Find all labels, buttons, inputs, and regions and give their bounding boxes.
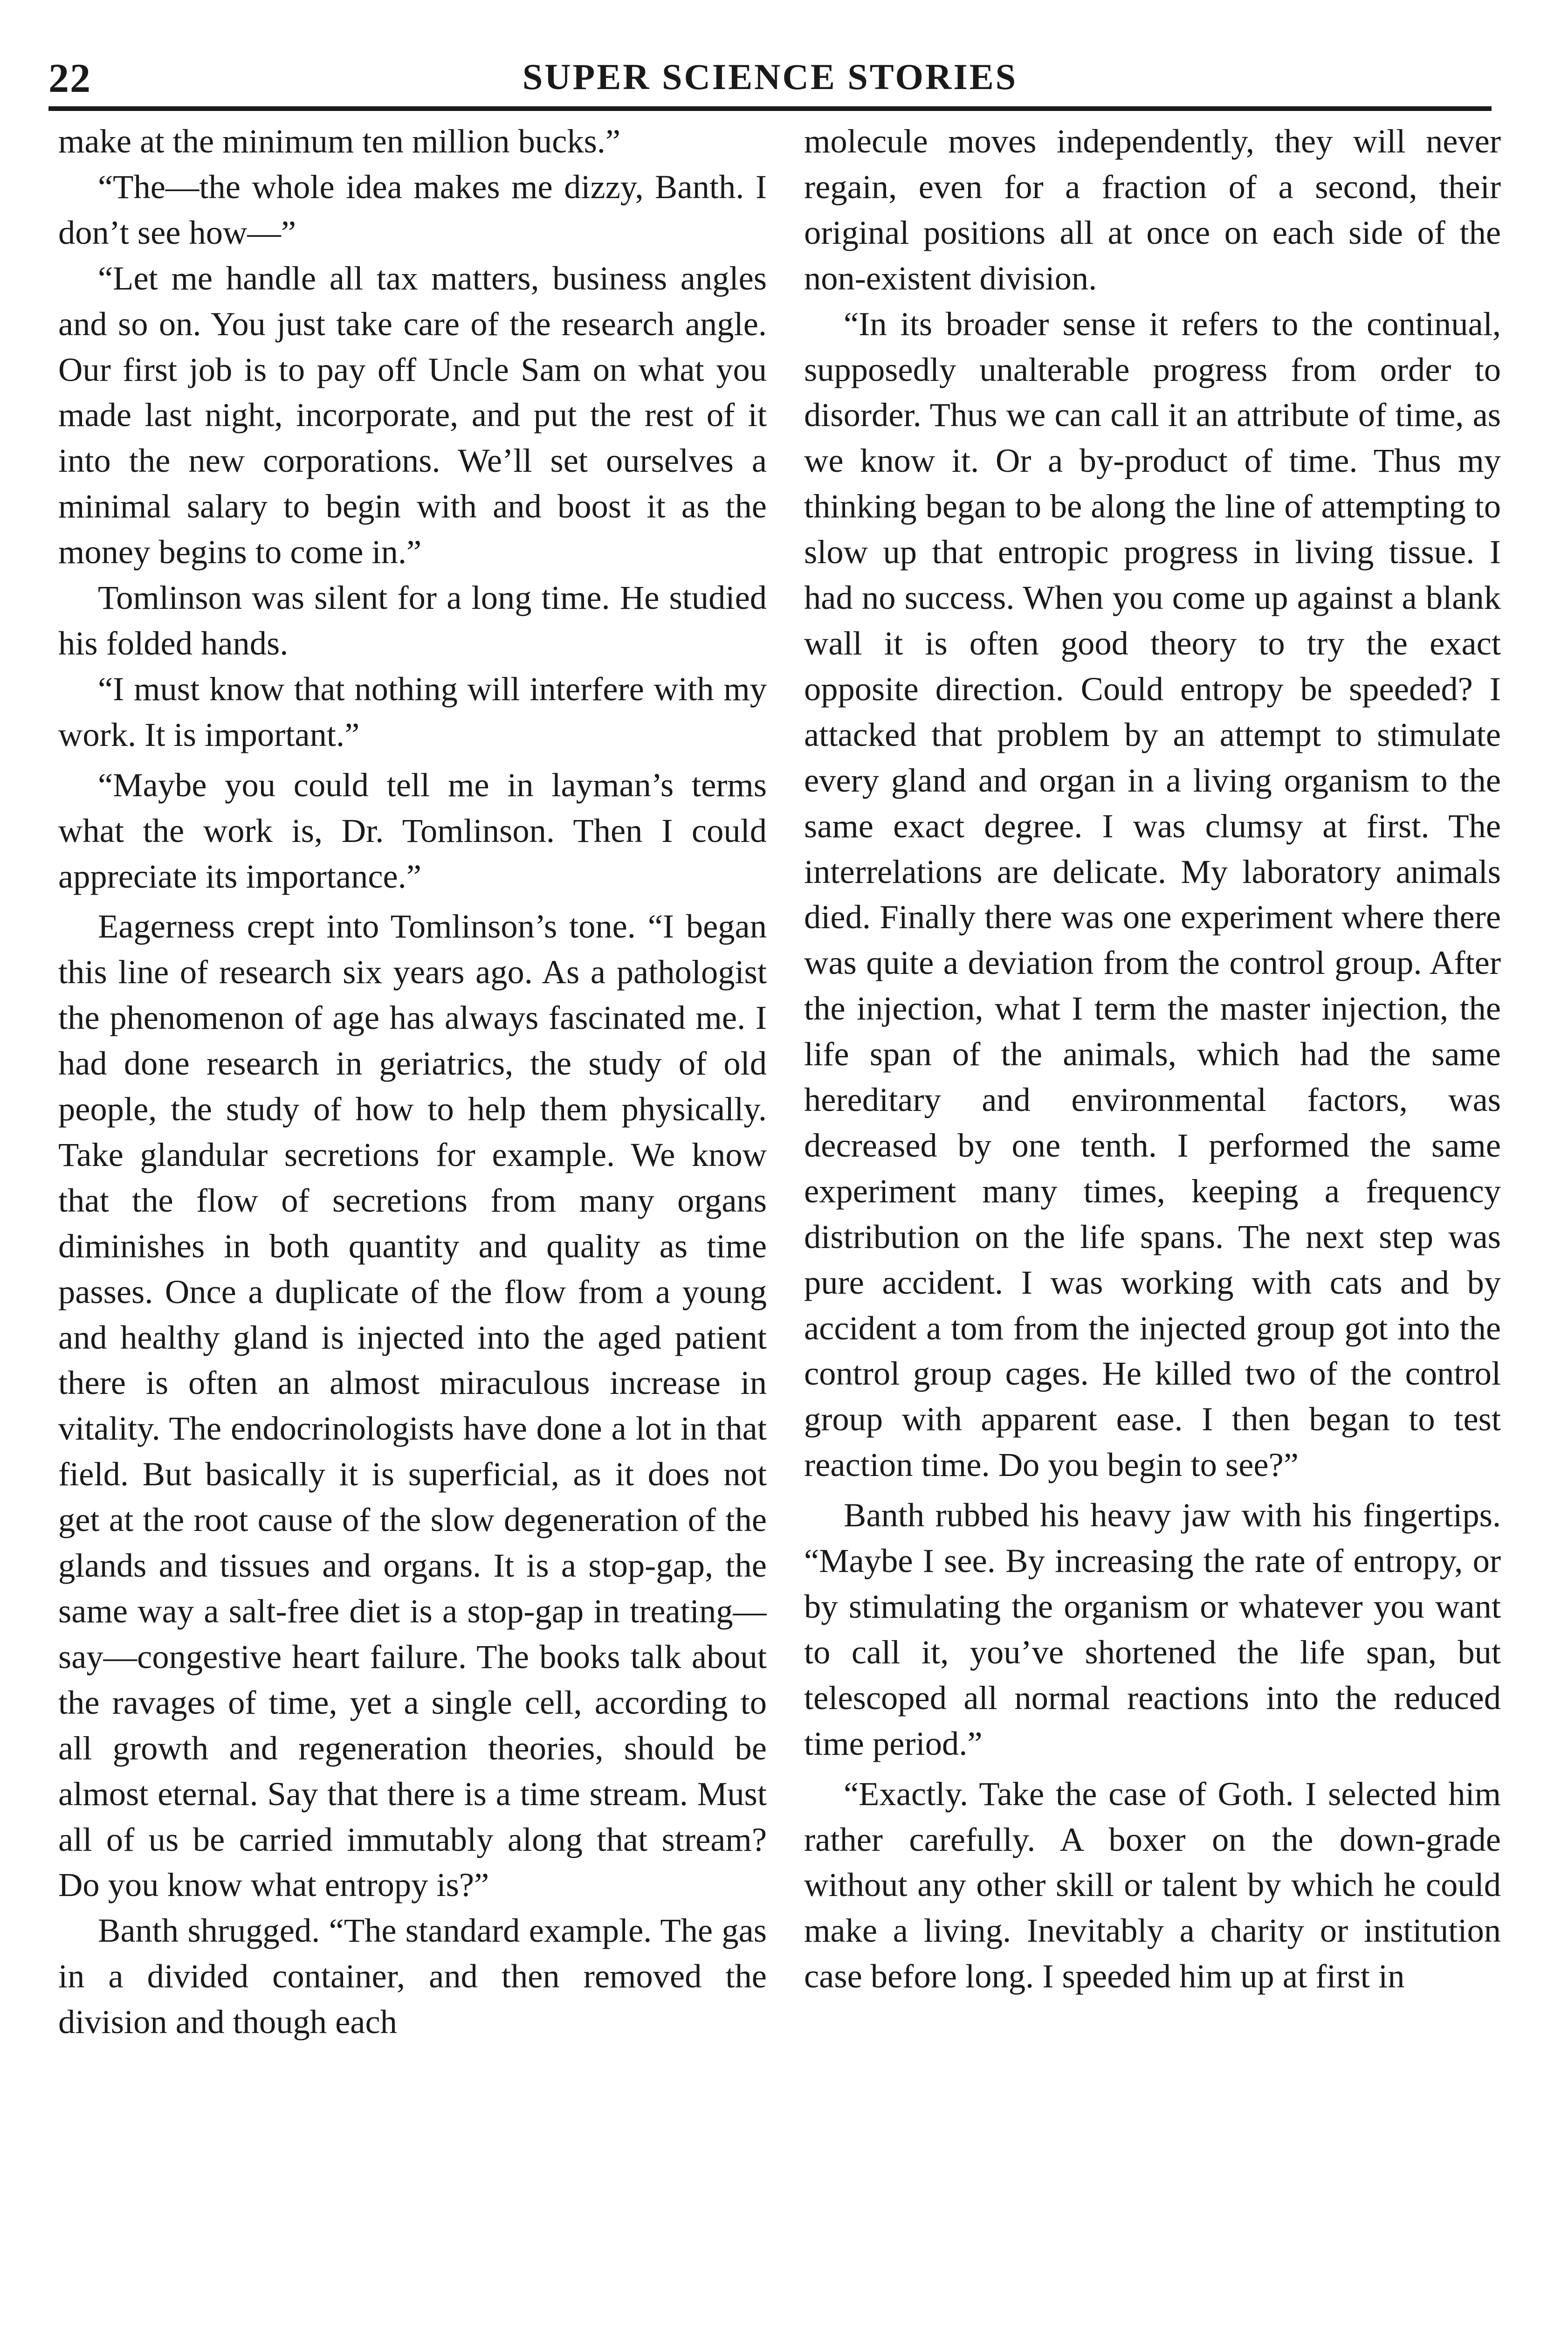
paragraph: make at the minimum ten million bucks.” [58, 122, 621, 160]
paragraph: “Let me handle all tax matters, business angles and so on. You just take care of the research angle. Our first job is to pay off Uncle Sam on what you made last night, incorporate, and put the rest of it into the new corporations. We’ll set ourselves a minimal salary to begin with and boost it as the money begins to come in.” [58, 259, 767, 571]
paragraph: Banth shrugged. “The standard example. The gas in a divided container, and then removed the division and though each [58, 1911, 767, 2041]
right-column [804, 118, 1501, 2331]
page-number: 22 [48, 56, 91, 101]
paragraph: “In its broader sense it refers to the continual, supposedly unalterable progress from order to disorder. Thus we can call it an attribute of time, as we know it. Or a by-product of time. Thus my thinking began to be along the line of attempting to slow up that entropic progress in living tissue. I had no success. When you come up against a blank wall it is often good theory to try the exact opposite direction. Could entropy be speeded? I attacked that problem by an attempt to stimulate every gland and organ in a living organism to the same exact degree. I was clumsy at first. The interrelations are delicate. My laboratory animals died. Finally there was one experiment where there was quite a deviation from the control group. After the injection, what I term the master injection, the life span of the animals, which had the same hereditary and environmental factors, was decreased by one tenth. I performed the same experiment many times, keeping a frequency distribution on the life spans. The next step was pure accident. I was working with cats and by accident a tom from the injected group got into the control group cages. He killed two of the control group with apparent ease. I then began to test reaction time. Do you begin to see?” [804, 304, 1501, 1484]
paragraph: Eagerness crept into Tomlinson’s tone. “I began this line of research six years ago. As a pathologist the phenomenon of age has always fascinated me. I had done research in geriatrics, the study of old people, the study of how to help them physically. Take glandular secretions for example. We know that the flow of secretions from many organs diminishes in both quantity and quality as time passes. Once a duplicate of the flow from a young and healthy gland is injected into the aged patient there is often an almost miraculous increase in vitality. The endocrinologists have done a lot in that field. But basically it is superficial, as it does not get at the root cause of the slow degeneration of the glands and tissues and organs. It is a stop-gap, the same way a salt-free diet is a stop-gap in treating—say—congestive heart failure. The books talk about the ravages of time, yet a single cell, according to all growth and regeneration theories, should be almost eternal. Say that there is a time stream. Must all of us be carried immutably along that stream? Do you know what entropy is?” [58, 907, 767, 1904]
paragraph: Tomlinson was silent for a long time. He studied his folded hands. [58, 579, 767, 662]
page-header [48, 51, 1492, 103]
paragraph: “Maybe you could tell me in layman’s terms what the work is, Dr. Tomlinson. Then I could appreciate its importance.” [58, 766, 767, 895]
magazine-title: SUPER SCIENCE STORIES [522, 56, 1018, 97]
paragraph: “The—the whole idea makes me dizzy, Banth. I don’t see how—” [58, 167, 767, 251]
header-rule [48, 106, 1492, 111]
paragraph: molecule moves independently, they will never regain, even for a fraction of a second, their original positions all at once on each side of the non-existent division. [804, 122, 1501, 297]
paragraph: Banth rubbed his heavy jaw with his fingertips. “Maybe I see. By increasing the rate of entropy, or by stimulating the organism or whatever you want to call it, you’ve shortened the life span, but telescoped all normal reactions into the reduced time period.” [804, 1496, 1501, 1762]
left-column [58, 118, 767, 2331]
paragraph: “I must know that nothing will interfere with my work. It is important.” [58, 669, 767, 753]
paragraph: “Exactly. Take the case of Goth. I selected him rather carefully. A boxer on the down-grade without any other skill or talent by which he could make a living. Inevitably a charity or institution case before long. I speeded him up at first in [804, 1774, 1501, 1995]
